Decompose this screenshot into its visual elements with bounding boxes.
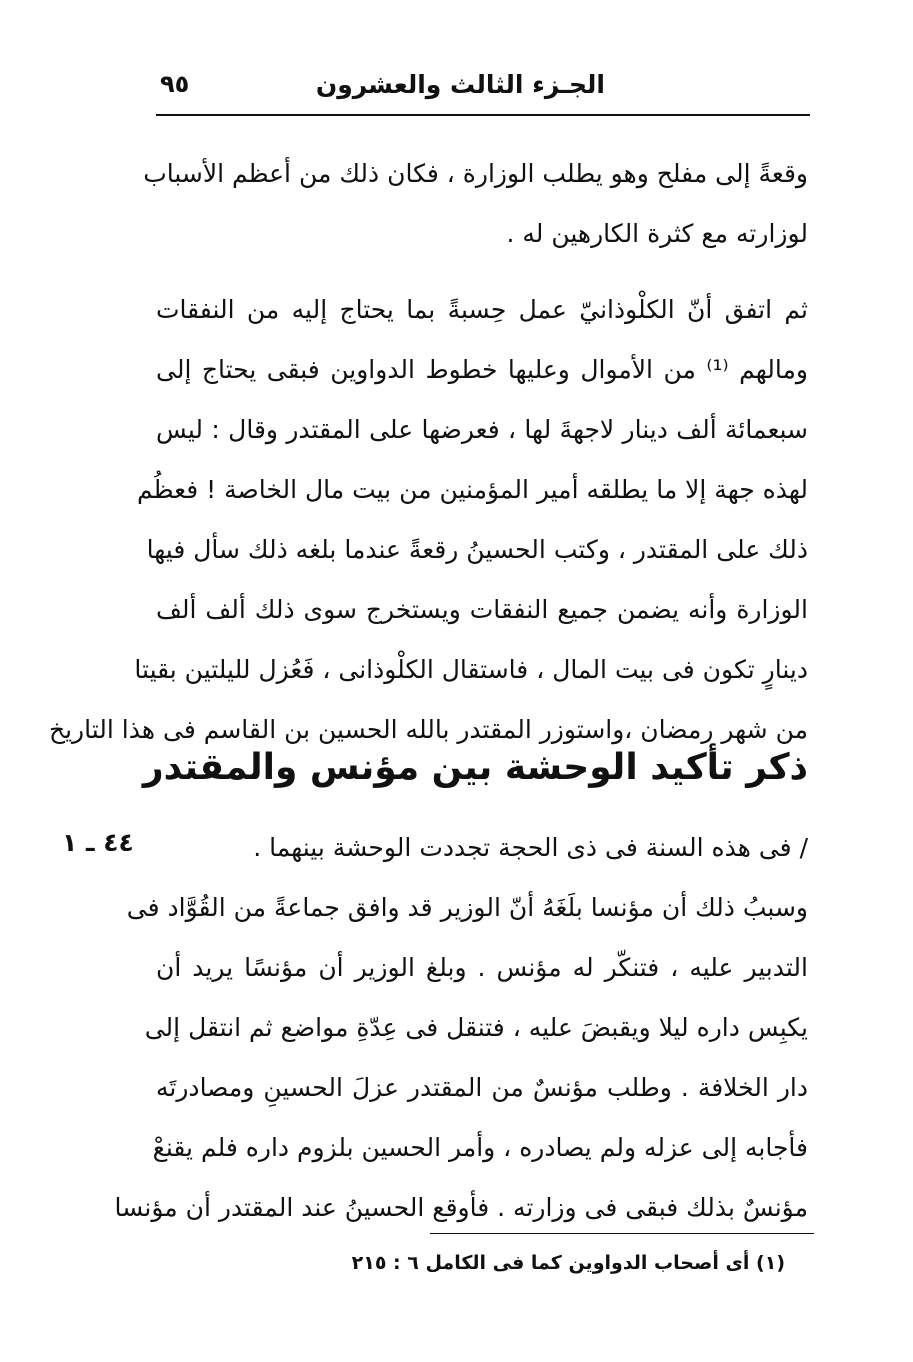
- paragraph-3: [114, 818, 808, 1238]
- text-line: لوزارته مع كثرة الكارهين له .: [506, 219, 808, 248]
- text-line: وقعةً إلى مفلح وهو يطلب الوزارة ، فكان ذلك من أعظم الأسباب: [143, 159, 808, 188]
- text-line: ذلك على المقتدر ، وكتب الحسينُ رقعةً عندما بلغه ذلك سأل فيها: [146, 535, 808, 564]
- paragraph-2: [48, 280, 808, 760]
- section-heading: ذكر تأكيد الوحشة بين مؤنس والمقتدر: [142, 747, 808, 788]
- text-line: من شهر رمضان ،واستوزر المقتدر بالله الحسين بن القاسم فى هذا التاريخ: [48, 715, 808, 744]
- footnote: (١) أى أصحاب الدواوين كما فى الكامل ٦ : ٢١٥: [351, 1252, 785, 1274]
- text-line: يكبِس داره ليلا ويقبضَ عليه ، فتنقل فى عِدّةِ مواضع ثم انتقل إلى: [144, 1013, 808, 1042]
- text-line: لهذه جهة إلا ما يطلقه أمير المؤمنين من بيت مال الخاصة ! فعظُم: [137, 475, 808, 504]
- text-line: ثم اتفق أنّ الكلْوذانيّ عمل حِسبةً بما يحتاج إليه من النفقات: [156, 295, 808, 324]
- text-line: دار الخلافة . وطلب مؤنسٌ من المقتدر عزلَ الحسينِ ومصادرتَه: [156, 1073, 808, 1102]
- text-line: التدبير عليه ، فتنكّر له مؤنس . وبلغ الوزير أن مؤنسًا يريد أن: [156, 953, 808, 982]
- text-line: دينارٍ تكون فى بيت المال ، فاستقال الكلْوذانى ، فَعُزل لليلتين بقيتا: [134, 655, 808, 684]
- page-number: ٩٥: [160, 70, 190, 98]
- running-header: [160, 66, 810, 106]
- paragraph-1: [143, 144, 808, 264]
- header-divider: [156, 114, 810, 116]
- text-line: الوزارة وأنه يضمن جميع النفقات ويستخرج سوى ذلك ألف ألف: [156, 595, 808, 624]
- text-line: ومالهم ⁽¹⁾ من الأموال وعليها خطوط الدواوين فبقى يحتاج إلى: [156, 355, 808, 384]
- text-line: وسببُ ذلك أن مؤنسا بلَغَهُ أنّ الوزير قد وافق جماعةً من القُوَّاد فى: [126, 893, 808, 922]
- text-line: / فى هذه السنة فى ذى الحجة تجددت الوحشة بينهما .: [253, 833, 808, 862]
- text-line: مؤنسٌ بذلك فبقى فى وزارته . فأوقع الحسينُ عند المقتدر أن مؤنسا: [114, 1193, 808, 1222]
- footnote-divider: [430, 1233, 814, 1234]
- text-line: سبعمائة ألف دينار لاجهةَ لها ، فعرضها على المقتدر وقال : ليس: [156, 415, 808, 444]
- running-title: الجـزء الثالث والعشرون: [315, 70, 605, 99]
- margin-reference: ٤٤ ـ ١: [62, 828, 134, 857]
- text-line: فأجابه إلى عزله ولم يصادره ، وأمر الحسين بلزوم داره فلم يقنعْ: [152, 1133, 808, 1162]
